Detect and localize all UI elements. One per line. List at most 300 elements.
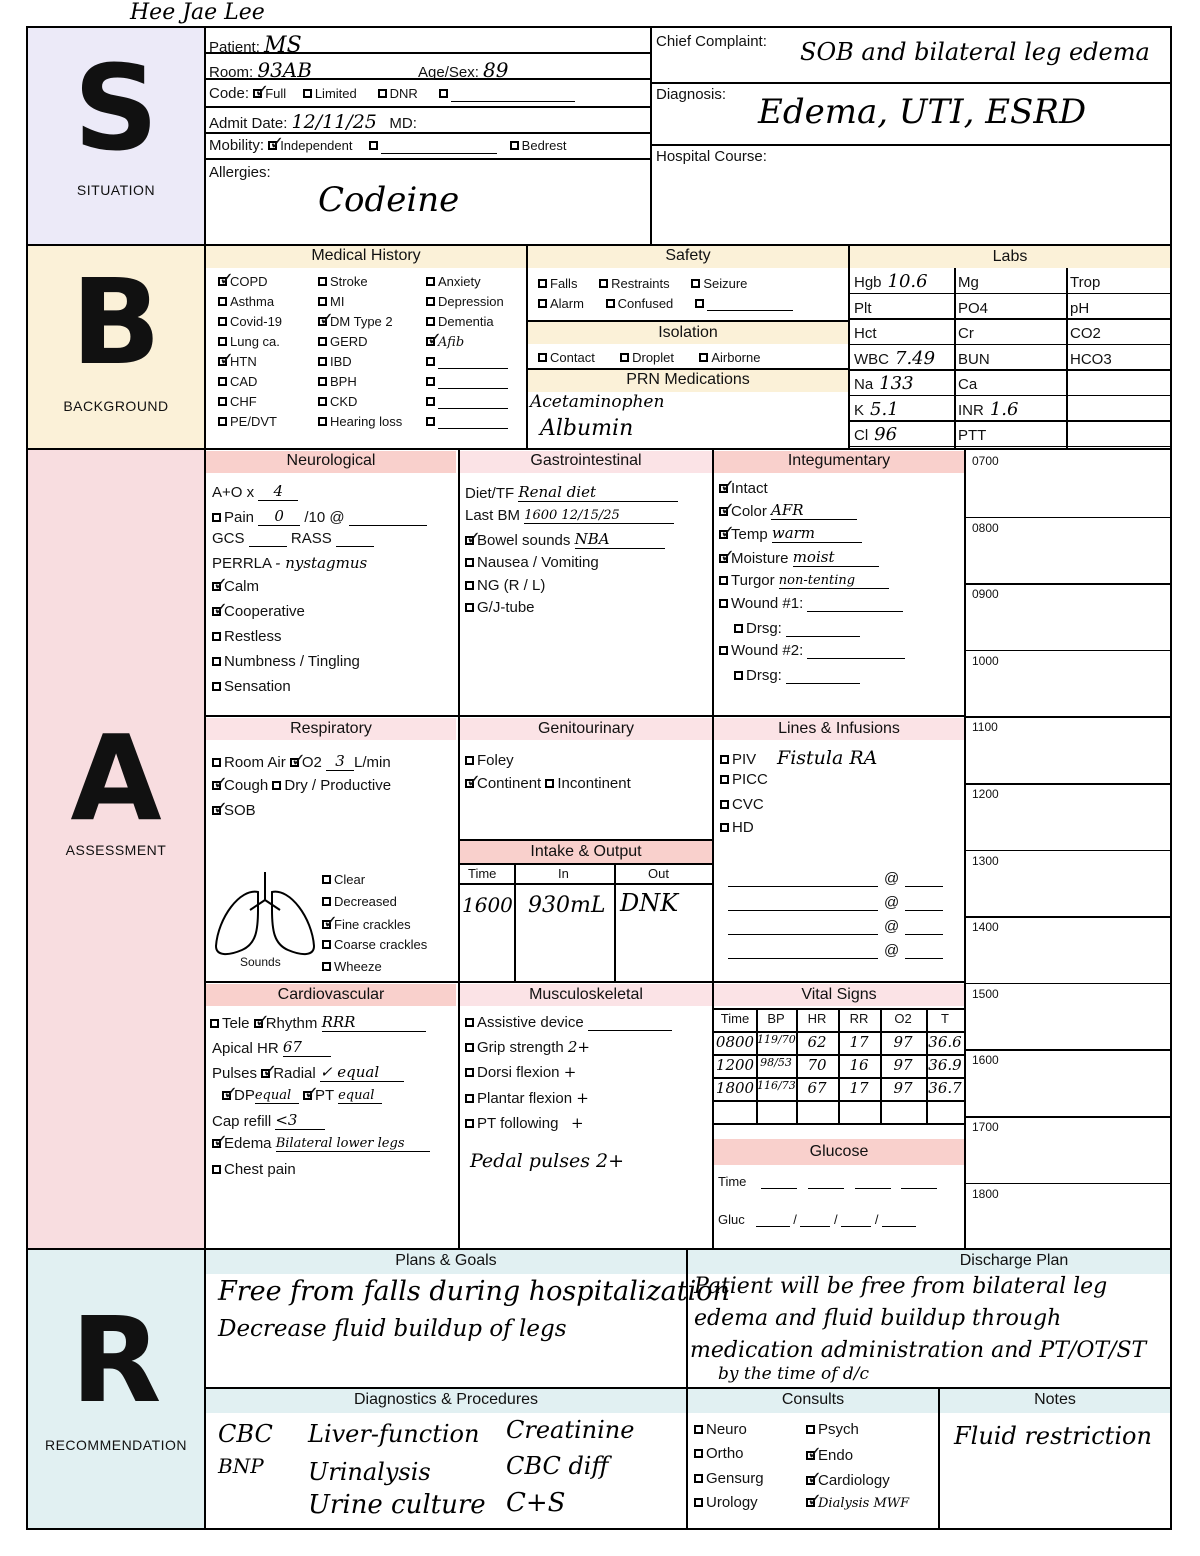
io-out-1[interactable]: DNK bbox=[620, 889, 679, 917]
turgor-value[interactable]: non-tenting bbox=[779, 573, 889, 589]
dx-liver[interactable]: Liver-function bbox=[308, 1420, 480, 1448]
lungs-icon bbox=[212, 870, 318, 960]
bowel-sounds-value[interactable]: NBA bbox=[575, 530, 665, 549]
drsg1-row bbox=[734, 620, 860, 637]
history-blank-field[interactable] bbox=[438, 355, 508, 369]
io-in-1[interactable]: 930mL bbox=[528, 893, 606, 918]
calm-checkbox[interactable] bbox=[212, 582, 221, 591]
moisture-checkbox[interactable] bbox=[719, 554, 728, 563]
drsg1-checkbox[interactable] bbox=[734, 624, 743, 633]
ao-value[interactable]: 4 bbox=[258, 482, 298, 501]
nausea-row bbox=[465, 554, 599, 571]
dry-productive-label: Dry / Productive bbox=[284, 777, 392, 794]
alarm-checkbox[interactable] bbox=[538, 299, 547, 308]
dp-checkbox[interactable] bbox=[222, 1091, 231, 1100]
history-checkbox[interactable] bbox=[318, 277, 327, 286]
medical-history-title: Medical History bbox=[311, 247, 421, 264]
lab-cell bbox=[1070, 322, 1107, 343]
calm-label: Calm bbox=[224, 578, 260, 595]
rhythm-value[interactable]: RRR bbox=[322, 1013, 426, 1032]
numbness-checkbox[interactable] bbox=[212, 657, 221, 666]
room-air-checkbox[interactable] bbox=[212, 758, 221, 767]
vitals-cell[interactable]: 16 bbox=[849, 1056, 869, 1074]
history-checkbox[interactable] bbox=[426, 317, 435, 326]
lab-cell bbox=[1070, 399, 1076, 420]
mobility-bedrest-checkbox[interactable] bbox=[510, 141, 519, 150]
history-item bbox=[218, 314, 282, 329]
dorsi-value[interactable]: + bbox=[563, 1063, 577, 1081]
labs-row-divider bbox=[850, 395, 1170, 397]
history-checkbox[interactable] bbox=[318, 397, 327, 406]
history-checkbox[interactable] bbox=[318, 377, 327, 386]
history-checkbox[interactable] bbox=[218, 317, 227, 326]
clear-checkbox[interactable] bbox=[322, 875, 331, 884]
grip-label: Grip strength bbox=[477, 1039, 564, 1056]
history-label: HTN bbox=[230, 354, 257, 369]
infusion-name-field[interactable] bbox=[728, 897, 878, 911]
wound2-checkbox[interactable] bbox=[719, 646, 728, 655]
code-other-field[interactable] bbox=[451, 88, 575, 102]
lab-name: WBC bbox=[854, 350, 889, 368]
lab-cell bbox=[958, 373, 983, 394]
decreased-label: Decreased bbox=[334, 894, 397, 909]
apical-value[interactable]: 67 bbox=[283, 1038, 331, 1057]
history-item bbox=[426, 394, 508, 409]
vitals-cell[interactable]: 36.7 bbox=[928, 1079, 962, 1097]
plantar-row bbox=[465, 1089, 589, 1107]
time-slot-label: 1200 bbox=[972, 787, 999, 801]
consult-psych-row bbox=[806, 1421, 859, 1438]
patient-value[interactable]: MS bbox=[264, 33, 302, 58]
droplet-checkbox[interactable] bbox=[620, 353, 629, 362]
history-item bbox=[318, 274, 368, 289]
temp-checkbox[interactable] bbox=[719, 530, 728, 539]
seizure-label: Seizure bbox=[703, 276, 748, 291]
pain-row bbox=[212, 507, 427, 526]
gj-tube-label: G/J-tube bbox=[477, 599, 535, 616]
history-checkbox[interactable] bbox=[218, 417, 227, 426]
vitals-cell[interactable]: 97 bbox=[893, 1033, 913, 1051]
pedal-pulses-note[interactable]: Pedal pulses 2+ bbox=[470, 1150, 625, 1172]
recommendation-label: RECOMMENDATION bbox=[44, 1437, 188, 1453]
labs-row-divider bbox=[850, 446, 1170, 448]
cap-refill-value[interactable]: <3 bbox=[275, 1111, 325, 1130]
restraints-checkbox[interactable] bbox=[599, 279, 608, 288]
gcs-field[interactable] bbox=[249, 533, 287, 547]
mobility-bedrest-label: Bedrest bbox=[521, 138, 567, 153]
history-checkbox[interactable] bbox=[318, 337, 327, 346]
lab-value[interactable]: 5.1 bbox=[870, 398, 899, 420]
color-value[interactable]: AFR bbox=[771, 501, 857, 520]
vitals-cell[interactable]: 97 bbox=[893, 1056, 913, 1074]
moisture-row bbox=[719, 548, 879, 567]
chief-complaint-label: Chief Complaint: bbox=[656, 33, 767, 50]
consult-endo-label: Endo bbox=[818, 1447, 854, 1464]
discharge-line-1[interactable]: Patient will be free from bilateral leg bbox=[694, 1274, 1108, 1299]
infusion-time-field[interactable] bbox=[905, 945, 943, 959]
bowel-sounds-checkbox[interactable] bbox=[465, 536, 474, 545]
history-checkbox[interactable] bbox=[218, 357, 227, 366]
grip-checkbox[interactable] bbox=[465, 1043, 474, 1052]
picc-checkbox[interactable] bbox=[720, 775, 729, 784]
vitals-cell[interactable]: 119/70 bbox=[757, 1033, 796, 1046]
lab-name: HCO3 bbox=[1070, 350, 1112, 368]
history-label: Depression bbox=[438, 294, 504, 309]
infusion-name-field[interactable] bbox=[728, 873, 878, 887]
allergies-value[interactable]: Codeine bbox=[318, 180, 460, 220]
history-checkbox[interactable] bbox=[218, 377, 227, 386]
vitals-cell[interactable]: 70 bbox=[807, 1056, 827, 1074]
coarse-crackles-checkbox[interactable] bbox=[322, 940, 331, 949]
lab-cell bbox=[854, 297, 878, 318]
perrla-value[interactable]: - nystagmus bbox=[275, 554, 368, 572]
history-blank-field[interactable] bbox=[438, 375, 508, 389]
picc-row bbox=[720, 771, 768, 788]
ng-checkbox[interactable] bbox=[465, 581, 474, 590]
discharge-line-3[interactable]: medication administration and PT/OT/ST bbox=[690, 1338, 1147, 1363]
piv-value[interactable]: Fistula RA bbox=[777, 747, 878, 769]
consult-gensurg-checkbox[interactable] bbox=[694, 1474, 703, 1483]
code-full-checkbox[interactable] bbox=[253, 89, 262, 98]
consult-endo-checkbox[interactable] bbox=[806, 1451, 815, 1460]
infusion-name-field[interactable] bbox=[728, 945, 878, 959]
dx-creatinine[interactable]: Creatinine bbox=[506, 1416, 635, 1444]
vitals-cell[interactable]: 36.6 bbox=[928, 1033, 962, 1051]
dp-value[interactable]: equal bbox=[255, 1088, 299, 1104]
consult-neuro-checkbox[interactable] bbox=[694, 1425, 703, 1434]
edema-checkbox[interactable] bbox=[212, 1139, 221, 1148]
history-checkbox[interactable] bbox=[218, 277, 227, 286]
vitals-cell[interactable]: 67 bbox=[807, 1079, 827, 1097]
vitals-cell[interactable]: 62 bbox=[807, 1033, 827, 1051]
safety-row-1 bbox=[538, 276, 747, 291]
consult-urology-checkbox[interactable] bbox=[694, 1498, 703, 1507]
diet-value[interactable]: Renal diet bbox=[518, 483, 678, 502]
lab-value[interactable]: 1.6 bbox=[989, 398, 1019, 420]
wound1-field[interactable] bbox=[807, 598, 903, 612]
history-checkbox[interactable] bbox=[318, 297, 327, 306]
diagnosis-value[interactable]: Edema, UTI, ESRD bbox=[758, 92, 1087, 132]
safety-other-field[interactable] bbox=[707, 297, 793, 311]
moisture-value[interactable]: moist bbox=[793, 548, 879, 567]
glucose-time-field[interactable] bbox=[808, 1175, 844, 1189]
dx-cbc[interactable]: CBC bbox=[218, 1420, 273, 1448]
pt-checkbox[interactable] bbox=[303, 1091, 312, 1100]
discharge-line-4[interactable]: by the time of d/c bbox=[718, 1364, 870, 1384]
diagnostics-title: Diagnostics & Procedures bbox=[353, 1391, 539, 1408]
lab-name: Cl bbox=[854, 427, 869, 444]
wheeze-checkbox[interactable] bbox=[322, 962, 331, 971]
vitals-row-divider bbox=[714, 1123, 964, 1125]
lab-cell bbox=[958, 399, 1018, 420]
drsg2-field[interactable] bbox=[786, 670, 860, 684]
turgor-checkbox[interactable] bbox=[719, 576, 728, 585]
labs-col-divider bbox=[1066, 268, 1068, 448]
consult-cardiology-checkbox[interactable] bbox=[806, 1476, 815, 1485]
fine-crackles-checkbox[interactable] bbox=[322, 920, 331, 929]
history-label: Afib bbox=[438, 335, 465, 350]
history-checkbox[interactable] bbox=[426, 377, 435, 386]
vitals-cell[interactable]: 17 bbox=[849, 1033, 869, 1051]
pt-label: PT bbox=[315, 1087, 334, 1104]
discharge-title: Discharge Plan bbox=[959, 1252, 1069, 1269]
history-checkbox[interactable] bbox=[426, 277, 435, 286]
code-dnr-checkbox[interactable] bbox=[378, 89, 387, 98]
history-item bbox=[218, 294, 274, 309]
contact-checkbox[interactable] bbox=[538, 353, 547, 362]
history-label: Dementia bbox=[438, 314, 494, 329]
cough-checkbox[interactable] bbox=[212, 781, 221, 790]
history-item bbox=[218, 354, 257, 369]
admit-row bbox=[209, 111, 417, 133]
history-checkbox[interactable] bbox=[426, 417, 435, 426]
piv-checkbox[interactable] bbox=[720, 755, 729, 764]
admit-value[interactable]: 12/11/25 bbox=[291, 111, 377, 133]
pt-value[interactable]: equal bbox=[338, 1088, 382, 1104]
last-bm-value[interactable]: 1600 12/15/25 bbox=[524, 508, 674, 524]
cvc-label: CVC bbox=[732, 796, 764, 813]
room-air-label: Room Air bbox=[224, 754, 286, 771]
history-blank-field[interactable] bbox=[438, 395, 508, 409]
infusion-name-field[interactable] bbox=[728, 921, 878, 935]
history-checkbox[interactable] bbox=[426, 337, 435, 346]
temp-value[interactable]: warm bbox=[772, 524, 862, 543]
rass-field[interactable] bbox=[336, 533, 374, 547]
chest-pain-label: Chest pain bbox=[224, 1161, 296, 1178]
continent-row bbox=[465, 775, 631, 792]
time-slot-label: 1500 bbox=[972, 986, 999, 1001]
io-time-1[interactable]: 1600 bbox=[462, 893, 513, 917]
perrla-label: PERRLA bbox=[212, 555, 272, 572]
glucose-time-field[interactable] bbox=[901, 1175, 937, 1189]
history-label: Anxiety bbox=[438, 274, 481, 289]
foley-checkbox[interactable] bbox=[465, 756, 474, 765]
situation-letter: S bbox=[73, 39, 159, 177]
vitals-cell[interactable]: 36.9 bbox=[928, 1056, 962, 1074]
glucose-time-field[interactable] bbox=[855, 1175, 891, 1189]
piv-label: PIV bbox=[732, 751, 757, 768]
agesex-value[interactable]: 89 bbox=[483, 58, 509, 82]
pain-checkbox[interactable] bbox=[212, 513, 221, 522]
pain-location-field[interactable] bbox=[349, 512, 427, 526]
plans-line-1[interactable]: Free from falls during hospitalization bbox=[218, 1276, 730, 1307]
code-dnr-label: DNR bbox=[389, 86, 418, 101]
glucose-value-field[interactable] bbox=[800, 1213, 830, 1227]
consults-title: Consults bbox=[781, 1391, 845, 1408]
vitals-cell[interactable]: 98/53 bbox=[760, 1056, 792, 1069]
seizure-checkbox[interactable] bbox=[691, 279, 700, 288]
history-checkbox[interactable] bbox=[426, 357, 435, 366]
lab-cell bbox=[958, 297, 994, 318]
gj-tube-checkbox[interactable] bbox=[465, 603, 474, 612]
history-checkbox[interactable] bbox=[426, 297, 435, 306]
airborne-checkbox[interactable] bbox=[699, 353, 708, 362]
confused-checkbox[interactable] bbox=[606, 299, 615, 308]
sensation-checkbox[interactable] bbox=[212, 682, 221, 691]
infusion-time-field[interactable] bbox=[905, 897, 943, 911]
wound1-row bbox=[719, 595, 903, 612]
labs-col-divider bbox=[954, 268, 956, 448]
continent-checkbox[interactable] bbox=[465, 779, 474, 788]
decreased-checkbox[interactable] bbox=[322, 897, 331, 906]
assistive-label: Assistive device bbox=[477, 1014, 584, 1031]
hd-checkbox[interactable] bbox=[720, 823, 729, 832]
lab-value[interactable]: 96 bbox=[874, 424, 898, 445]
edema-value[interactable]: Bilateral lower legs bbox=[276, 1136, 430, 1152]
labs-row-divider bbox=[850, 369, 1170, 371]
consult-dialysis-checkbox[interactable] bbox=[806, 1498, 815, 1507]
dx-bnp[interactable]: BNP bbox=[218, 1454, 264, 1478]
vitals-cell[interactable]: 17 bbox=[849, 1079, 869, 1097]
lab-cell bbox=[854, 399, 899, 420]
sounds-label: Sounds bbox=[240, 955, 281, 969]
vitals-cell[interactable]: 116/73 bbox=[757, 1079, 796, 1092]
prn-med-2[interactable]: Albumin bbox=[540, 416, 634, 441]
plans-line-2[interactable]: Decrease fluid buildup of legs bbox=[218, 1316, 567, 1342]
glucose-value-field[interactable] bbox=[756, 1213, 790, 1227]
cooperative-row bbox=[212, 603, 305, 620]
moisture-label: Moisture bbox=[731, 550, 789, 567]
history-checkbox[interactable] bbox=[218, 337, 227, 346]
rhythm-checkbox[interactable] bbox=[254, 1019, 263, 1028]
rhythm-label: Rhythm bbox=[265, 1015, 318, 1032]
lab-name: K bbox=[854, 401, 865, 419]
lines-title: Lines & Infusions bbox=[778, 720, 900, 737]
discharge-line-2[interactable]: edema and fluid buildup through bbox=[694, 1306, 1062, 1331]
consult-psych-checkbox[interactable] bbox=[806, 1425, 815, 1434]
patient-label: Patient: bbox=[209, 39, 260, 56]
chest-pain-checkbox[interactable] bbox=[212, 1165, 221, 1174]
dx-urinalysis[interactable]: Urinalysis bbox=[308, 1458, 431, 1486]
dx-cbc-diff[interactable]: CBC diff bbox=[506, 1452, 609, 1480]
color-checkbox[interactable] bbox=[719, 507, 728, 516]
mobility-other-field[interactable] bbox=[381, 140, 497, 154]
history-blank-field[interactable] bbox=[438, 415, 508, 429]
glucose-value-field[interactable] bbox=[882, 1213, 916, 1227]
o2-label: O2 bbox=[301, 754, 322, 771]
lab-name: Na bbox=[854, 376, 874, 393]
consult-ortho-row bbox=[694, 1445, 744, 1462]
plantar-value[interactable]: + bbox=[576, 1089, 589, 1107]
tele-row bbox=[210, 1013, 426, 1032]
drsg1-label: Drsg: bbox=[746, 620, 782, 637]
assistive-field[interactable] bbox=[588, 1017, 672, 1031]
lab-value[interactable]: 7.49 bbox=[895, 347, 936, 369]
drsg2-checkbox[interactable] bbox=[734, 671, 743, 680]
o2-value[interactable]: 3 bbox=[326, 752, 354, 771]
nausea-checkbox[interactable] bbox=[465, 558, 474, 567]
intact-checkbox[interactable] bbox=[719, 484, 728, 493]
sob-checkbox[interactable] bbox=[212, 806, 221, 815]
grip-value[interactable]: 2+ bbox=[567, 1038, 591, 1056]
lab-name: pH bbox=[1070, 299, 1090, 317]
chief-complaint-value[interactable]: SOB and bilateral leg edema bbox=[800, 38, 1150, 66]
notes-title: Notes bbox=[1034, 1391, 1076, 1408]
wound1-checkbox[interactable] bbox=[719, 599, 728, 608]
history-checkbox[interactable] bbox=[426, 397, 435, 406]
assistive-row bbox=[465, 1014, 672, 1031]
history-checkbox[interactable] bbox=[218, 397, 227, 406]
glucose-time-field[interactable] bbox=[761, 1175, 797, 1189]
falls-checkbox[interactable] bbox=[538, 279, 547, 288]
lab-name: Mg bbox=[958, 274, 979, 291]
lab-name: INR bbox=[958, 401, 984, 419]
infusion-time-field[interactable] bbox=[905, 921, 943, 935]
consult-ortho-checkbox[interactable] bbox=[694, 1449, 703, 1458]
cvc-checkbox[interactable] bbox=[720, 800, 729, 809]
vitals-cell[interactable]: 0800 bbox=[715, 1033, 755, 1051]
o2-checkbox[interactable] bbox=[290, 758, 299, 767]
notes-value[interactable]: Fluid restriction bbox=[954, 1422, 1152, 1450]
dry-productive-checkbox[interactable] bbox=[272, 781, 281, 790]
vitals-cell[interactable]: 1800 bbox=[715, 1079, 755, 1097]
tele-checkbox[interactable] bbox=[210, 1019, 219, 1028]
pt-following-value[interactable]: + bbox=[570, 1114, 584, 1132]
mobility-other-checkbox[interactable] bbox=[369, 141, 378, 150]
radial-value[interactable]: ✓ equal bbox=[320, 1063, 404, 1082]
prn-med-1[interactable]: Acetaminophen bbox=[530, 392, 665, 412]
room-value[interactable]: 93AB bbox=[257, 58, 312, 82]
history-checkbox[interactable] bbox=[218, 297, 227, 306]
sob-row bbox=[212, 802, 256, 819]
author-signature: Hee Jae Lee bbox=[130, 0, 265, 25]
incontinent-checkbox[interactable] bbox=[545, 779, 554, 788]
history-checkbox[interactable] bbox=[318, 317, 327, 326]
mobility-independent-checkbox[interactable] bbox=[268, 141, 277, 150]
pain-value[interactable]: 0 bbox=[258, 507, 300, 526]
dorsi-checkbox[interactable] bbox=[465, 1068, 474, 1077]
gi-title: Gastrointestinal bbox=[530, 452, 642, 469]
consult-psych-label: Psych bbox=[818, 1421, 859, 1438]
history-item bbox=[218, 374, 257, 389]
pt-following-checkbox[interactable] bbox=[465, 1119, 474, 1128]
cooperative-checkbox[interactable] bbox=[212, 607, 221, 616]
cap-refill-label: Cap refill bbox=[212, 1113, 272, 1130]
infusion-time-field[interactable] bbox=[905, 873, 943, 887]
vitals-cell[interactable]: 1200 bbox=[715, 1056, 755, 1074]
code-limited-checkbox[interactable] bbox=[303, 89, 312, 98]
glucose-value-field[interactable] bbox=[841, 1213, 871, 1227]
lab-name: BUN bbox=[958, 350, 990, 368]
wound2-field[interactable] bbox=[807, 645, 905, 659]
history-checkbox[interactable] bbox=[318, 357, 327, 366]
foley-row bbox=[465, 752, 514, 769]
restless-checkbox[interactable] bbox=[212, 632, 221, 641]
assistive-checkbox[interactable] bbox=[465, 1018, 474, 1027]
plantar-checkbox[interactable] bbox=[465, 1094, 474, 1103]
radial-checkbox[interactable] bbox=[261, 1069, 270, 1078]
glucose-time-label: Time bbox=[718, 1174, 747, 1189]
last-bm-label: Last BM bbox=[465, 507, 521, 524]
consult-dialysis-label[interactable]: Dialysis MWF bbox=[818, 1496, 910, 1511]
diet-row bbox=[465, 483, 678, 502]
history-label: BPH bbox=[330, 374, 357, 389]
lab-value[interactable]: 133 bbox=[879, 373, 914, 394]
code-other-checkbox[interactable] bbox=[439, 89, 448, 98]
drsg1-field[interactable] bbox=[786, 623, 860, 637]
safety-other-checkbox[interactable] bbox=[695, 299, 704, 308]
dx-cs[interactable]: C+S bbox=[506, 1488, 566, 1518]
sensation-label: Sensation bbox=[224, 678, 291, 695]
lab-value[interactable]: 10.6 bbox=[887, 271, 928, 292]
dx-urine-culture[interactable]: Urine culture bbox=[308, 1490, 486, 1520]
history-checkbox[interactable] bbox=[318, 417, 327, 426]
integ-title: Integumentary bbox=[787, 452, 891, 469]
perrla-row bbox=[212, 554, 367, 572]
vitals-cell[interactable]: 97 bbox=[893, 1079, 913, 1097]
vitals-col-header: RR bbox=[849, 1011, 869, 1026]
time-slot-divider bbox=[966, 1049, 1172, 1051]
